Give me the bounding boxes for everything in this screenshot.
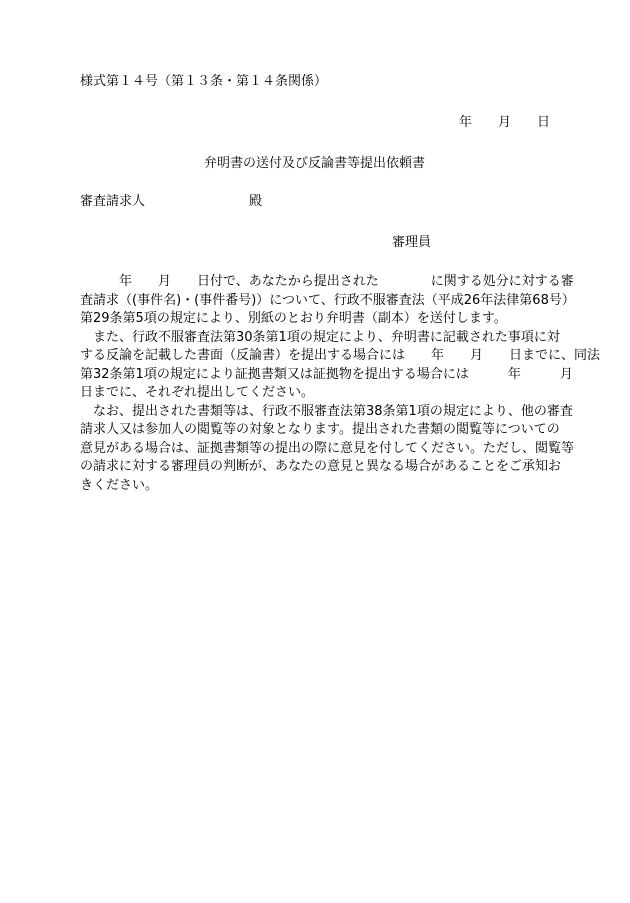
form-number: 様式第１４号（第１３条・第１４条関係）	[80, 74, 328, 89]
body-line: きください。	[80, 477, 159, 493]
body-line: 査請求（(事件名)・(事件番号)）について、行政不服審査法（平成26年法律第68号）	[80, 292, 575, 308]
body-line: また、行政不服審査法第30条第1項の規定により、弁明書に記載された事項に対	[80, 329, 560, 345]
body-line: 意見がある場合は、証拠書類等の提出の際に意見を付してください。ただし、閲覧等	[80, 440, 575, 456]
date-line: 年 月 日	[459, 115, 551, 130]
body-line: 日までに、それぞれ提出してください。	[80, 385, 315, 400]
body-line: 第32条第1項の規定により証拠書類又は証拠物を提出する場合には 年 月	[80, 366, 573, 382]
examiner-label: 審理員	[392, 235, 432, 250]
body-line: なお、提出された書類等は、行政不服審査法第38条第1項の規定により、他の審査	[80, 403, 573, 419]
body-line: 年 月 日付で、あなたから提出された に関する処分に対する審	[80, 274, 574, 289]
body-line: の請求に対する審理員の判断が、あなたの意見と異なる場合があることをご承知お	[80, 459, 562, 474]
body-text	[80, 273, 601, 495]
document-title: 弁明書の送付及び反論書等提出依頼書	[204, 156, 426, 171]
body-line: する反論を記載した書面（反論書）を提出する場合には 年 月 日までに、同法	[80, 348, 601, 363]
body-line: 請求人又は参加人の閲覧等の対象となります。提出された書類の閲覧等についての	[80, 422, 560, 437]
body-line: 第29条第5項の規定により、別紙のとおり弁明書（副本）を送付します。	[80, 311, 507, 326]
recipient-line: 審査請求人 殿	[80, 194, 263, 209]
